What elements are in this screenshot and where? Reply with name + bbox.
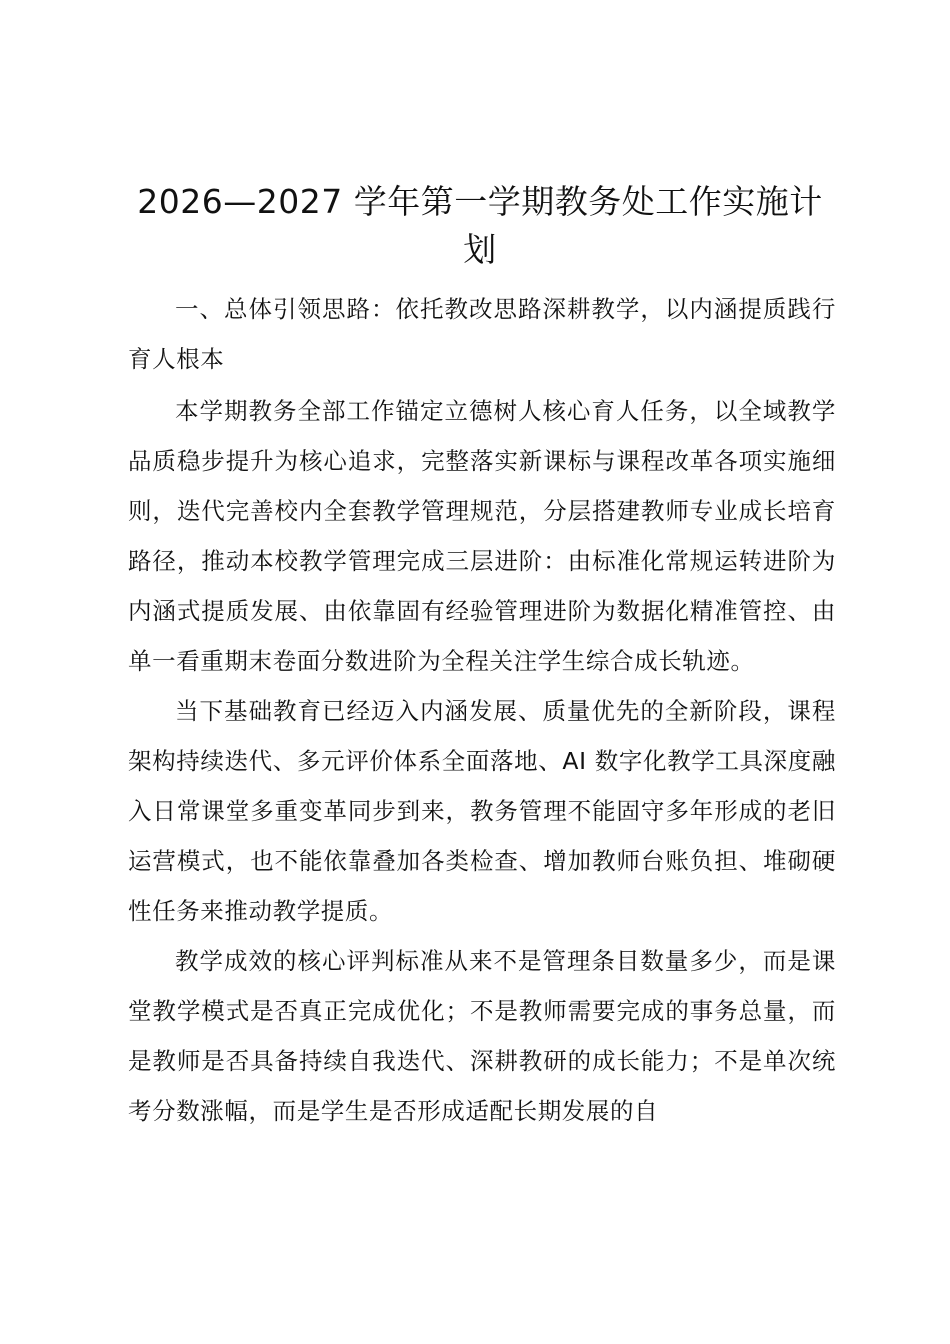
paragraph-2: 当下基础教育已经迈入内涵发展、质量优先的全新阶段，课程架构持续迭代、多元评价体系全面落地、AI 数字化教学工具深度融入日常课堂多重变革同步到来，教务管理不能固守多年形成的老旧运营模式，也不能依靠叠加各类检查、增加教师台账负担、堆砌硬性任务来推动教学提质。 xyxy=(128,697,836,925)
document-title: 2026—2027 学年第一学期教务处工作实施计划 xyxy=(137,182,823,269)
document-body xyxy=(128,284,836,1136)
paragraph-3: 教学成效的核心评判标准从来不是管理条目数量多少，而是课堂教学模式是否真正完成优化；不是教师需要完成的事务总量，而是教师是否具备持续自我迭代、深耕教研的成长能力；不是单次统考分数涨幅，而是学生是否形成适配长期发展的自 xyxy=(128,947,836,1125)
section-heading: 一、总体引领思路：依托教改思路深耕教学，以内涵提质践行育人根本 xyxy=(128,295,836,373)
paragraph-1: 本学期教务全部工作锚定立德树人核心育人任务，以全域教学品质稳步提升为核心追求，完整落实新课标与课程改革各项实施细则，迭代完善校内全套教学管理规范，分层搭建教师专业成长培育路径，推动本校教学管理完成三层进阶：由标准化常规运转进阶为内涵式提质发展、由依靠固有经验管理进阶为数据化精准管控、由单一看重期末卷面分数进阶为全程关注学生综合成长轨迹。 xyxy=(128,397,836,675)
